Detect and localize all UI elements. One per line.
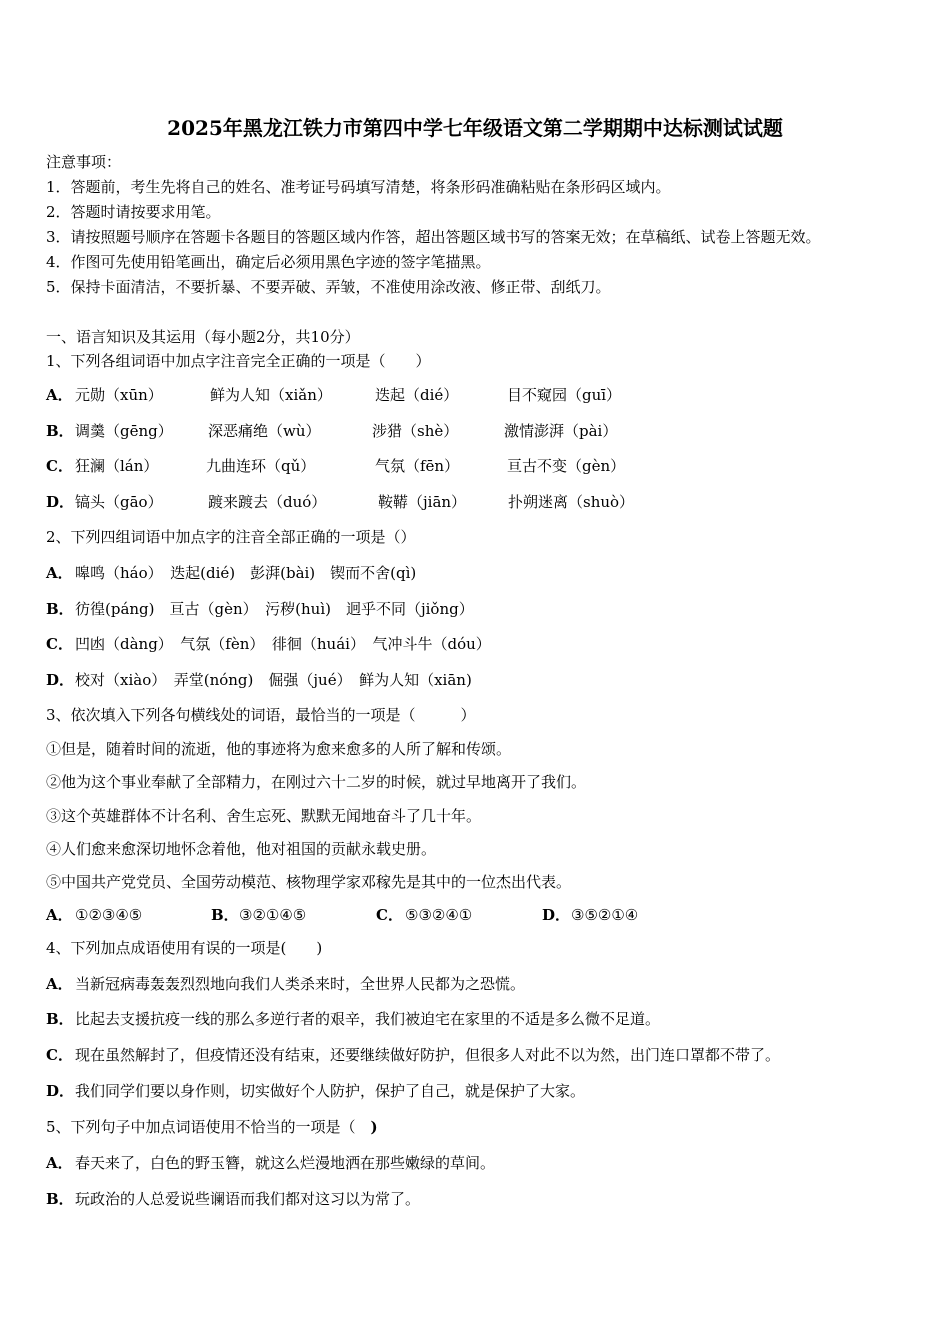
notice-item: 5．保持卡面清洁，不要折暴、不要弄破、弄皱，不准使用涂改液、修正带、刮纸刀。: [46, 278, 611, 296]
option-label: B．: [46, 1010, 74, 1028]
option-choice: 扑朔迷离（shuò）: [508, 493, 635, 511]
option-text: 凹凼（dàng） 气氛（fèn） 徘徊（huái） 气冲斗牛（dóu）: [75, 635, 491, 653]
option-label: D．: [542, 906, 571, 924]
option-label: C．: [46, 635, 73, 653]
question-4-stem: 4、下列加点成语使用有误的一项是( ): [46, 939, 323, 957]
option-label: C．: [376, 906, 403, 924]
notice-item: 2．答题时请按要求用笔。: [46, 203, 221, 221]
option-label: D．: [46, 493, 75, 511]
section-heading: 一、语言知识及其运用（每小题2分，共10分）: [46, 328, 360, 346]
option-choice: 狂澜（lán）: [75, 457, 159, 475]
notice-item: 3．请按照题号顺序在答题卡各题目的答题区域内作答，超出答题区域书写的答案无效；在草稿纸、试卷上答题无效。: [46, 228, 821, 246]
option-label: A．: [46, 386, 73, 404]
option-choice: 鲜为人知（xiǎn）: [210, 386, 332, 404]
sentence: ③这个英雄群体不计名利、舍生忘死、默默无闻地奋斗了几十年。: [46, 807, 482, 825]
option-label: A．: [46, 906, 73, 924]
notice-heading: 注意事项：: [46, 153, 122, 171]
question-5-stem-text: 5、下列句子中加点词语使用不恰当的一项是（: [46, 1118, 371, 1136]
option-label: A．: [46, 975, 73, 993]
option-label: B．: [46, 600, 74, 618]
option-text: 玩政治的人总爱说些谰语而我们都对这习以为常了。: [75, 1190, 421, 1208]
option-label: B．: [46, 422, 74, 440]
option-choice: 调羹（gēng）: [75, 422, 173, 440]
option-text: ③⑤②①④: [571, 906, 639, 924]
option-text: 我们同学们要以身作则，切实做好个人防护，保护了自己，就是保护了大家。: [75, 1082, 586, 1100]
sentence: ①但是，随着时间的流逝，他的事迹将为愈来愈多的人所了解和传颂。: [46, 740, 512, 758]
page-title: 2025年黑龙江铁力市第四中学七年级语文第二学期期中达标测试试题: [167, 116, 783, 140]
option-text: 嗥鸣（háo） 迭起(dié) 彭湃(bài) 锲而不舍(qì): [75, 564, 417, 582]
sentence: ②他为这个事业奉献了全部精力，在刚过六十二岁的时候，就过早地离开了我们。: [46, 773, 587, 791]
option-choice: 目不窥园（guī）: [507, 386, 622, 404]
question-3-stem: 3、依次填入下列各句横线处的词语，最恰当的一项是（ ）: [46, 706, 476, 724]
option-text: 当新冠病毒轰轰烈烈地向我们人类杀来时，全世界人民都为之恐慌。: [75, 975, 526, 993]
notice-item: 4．作图可先使用铅笔画出，确定后必须用黑色字迹的签字笔描黑。: [46, 253, 491, 271]
option-label: D．: [46, 1082, 75, 1100]
option-text: 彷徨(páng) 亘古（gèn） 污秽(huì) 迥乎不同（jiǒng）: [75, 600, 474, 618]
option-label: A．: [46, 564, 73, 582]
option-choice: 鞍鞯（jiān）: [378, 493, 467, 511]
option-text: 校对（xiào） 弄堂(nóng) 倔强（jué） 鲜为人知（xiān): [75, 671, 472, 689]
option-label: C．: [46, 457, 73, 475]
option-text: 比起去支援抗疫一线的那么多逆行者的艰辛，我们被迫宅在家里的不适是多么微不足道。: [75, 1010, 661, 1028]
option-label: B．: [46, 1190, 74, 1208]
option-choice: 踱来踱去（duó）: [208, 493, 327, 511]
option-choice: 涉猎（shè）: [372, 422, 459, 440]
option-text: ③②①④⑤: [239, 906, 307, 924]
question-5-paren: ): [370, 1118, 378, 1136]
option-choice: 元勋（xūn）: [75, 386, 163, 404]
option-choice: 九曲连环（qǔ）: [206, 457, 316, 475]
option-choice: 激情澎湃（pài）: [504, 422, 618, 440]
option-choice: 深恶痛绝（wù）: [208, 422, 321, 440]
option-label: D．: [46, 671, 75, 689]
option-label: A．: [46, 1154, 73, 1172]
notice-item: 1．答题前，考生先将自己的姓名、准考证号码填写清楚，将条形码准确粘贴在条形码区域内。: [46, 178, 671, 196]
sentence: ⑤中国共产党党员、全国劳动模范、核物理学家邓稼先是其中的一位杰出代表。: [46, 873, 572, 891]
option-choice: 气氛（fēn）: [375, 457, 460, 475]
option-choice: 亘古不变（gèn）: [507, 457, 626, 475]
option-text: 现在虽然解封了，但疫情还没有结束，还要继续做好防护，但很多人对此不以为然，出门连口罩都不带了。: [75, 1046, 781, 1064]
option-choice: 迭起（dié）: [375, 386, 459, 404]
question-2-stem: 2、下列四组词语中加点字的注音全部正确的一项是（）: [46, 528, 416, 546]
option-label: C．: [46, 1046, 73, 1064]
sentence: ④人们愈来愈深切地怀念着他，他对祖国的贡献永载史册。: [46, 840, 437, 858]
option-text: ⑤③②④①: [405, 906, 473, 924]
option-label: B．: [211, 906, 239, 924]
question-5-stem: [46, 1117, 378, 1137]
option-text: ①②③④⑤: [75, 906, 143, 924]
option-text: 春天来了，白色的野玉簪，就这么烂漫地洒在那些嫩绿的草间。: [75, 1154, 496, 1172]
option-choice: 镐头（gāo）: [75, 493, 163, 511]
question-1-stem: 1、下列各组词语中加点字注音完全正确的一项是（ ）: [46, 352, 431, 370]
